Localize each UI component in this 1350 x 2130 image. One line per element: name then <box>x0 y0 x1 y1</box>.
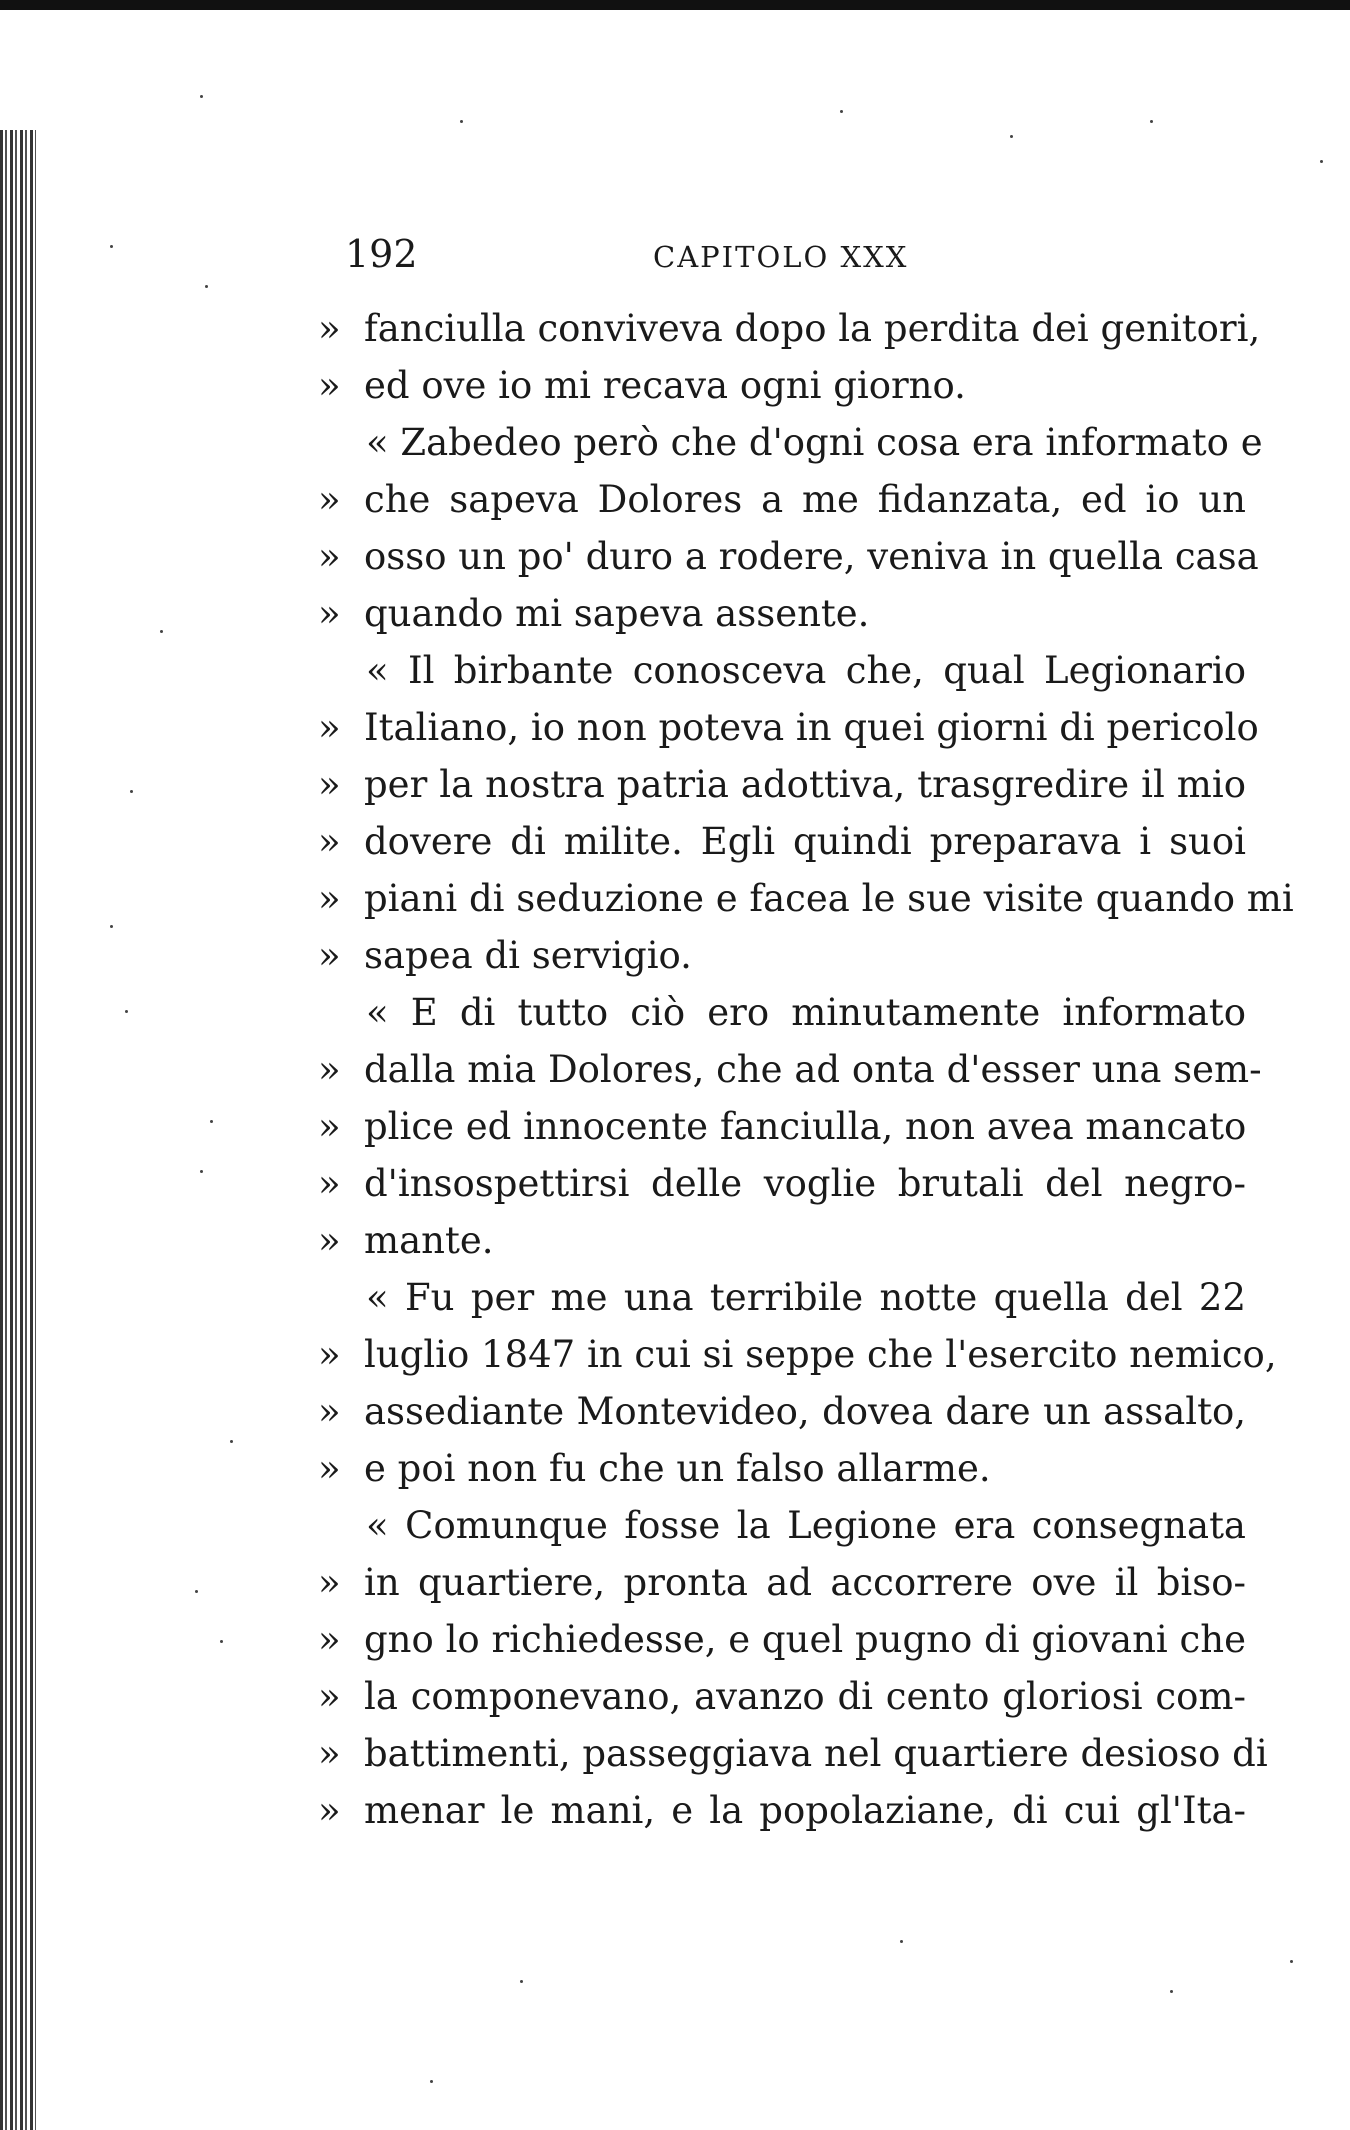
text-line <box>318 471 1246 528</box>
line-text: e poi non fu che un falso allarme. <box>364 1447 991 1490</box>
text-line <box>318 528 1259 585</box>
guillemet-mark: » <box>318 1618 341 1661</box>
line-text: fanciulla conviveva dopo la perdita dei genitori, <box>364 307 1261 350</box>
line-text: in quartiere, pronta ad accorrere ove il biso- <box>364 1561 1246 1604</box>
line-text: Italiano, io non poteva in quei giorni di pericolo <box>364 706 1259 749</box>
guillemet-mark: » <box>318 1675 341 1718</box>
guillemet-mark: » <box>318 535 341 578</box>
text-line <box>318 870 1294 927</box>
guillemet-mark: » <box>318 364 341 407</box>
page-number: 192 <box>345 232 418 276</box>
guillemet-mark: » <box>318 706 341 749</box>
text-line <box>318 1155 1246 1212</box>
guillemet-mark: » <box>318 1447 341 1490</box>
line-text: dovere di milite. Egli quindi preparava i suoi <box>364 820 1246 863</box>
line-text: « E di tutto ciò ero minutamente informato <box>366 991 1246 1034</box>
guillemet-mark: » <box>318 1219 341 1262</box>
guillemet-mark: » <box>318 1333 341 1376</box>
line-text: quando mi sapeva assente. <box>364 592 870 635</box>
paragraph-start-line <box>318 1269 1246 1326</box>
line-text: che sapeva Dolores a me fidanzata, ed io un <box>364 478 1246 521</box>
line-text: per la nostra patria adottiva, trasgredire il mio <box>364 763 1246 806</box>
guillemet-mark: » <box>318 877 341 920</box>
guillemet-mark: » <box>318 820 341 863</box>
top-rule <box>0 0 1350 10</box>
line-text: piani di seduzione e facea le sue visite quando mi <box>364 877 1294 920</box>
page-header <box>345 232 1245 282</box>
text-line <box>318 699 1259 756</box>
guillemet-mark: » <box>318 1561 341 1604</box>
line-text: « Zabedeo però che d'ogni cosa era informato e <box>366 421 1263 464</box>
guillemet-mark: » <box>318 1390 341 1433</box>
text-line <box>318 1041 1262 1098</box>
text-line <box>318 357 1246 414</box>
text-line <box>318 927 1246 984</box>
text-line <box>318 1326 1277 1383</box>
guillemet-mark: » <box>318 763 341 806</box>
line-text: plice ed innocente fanciulla, non avea mancato <box>364 1105 1247 1148</box>
line-text: osso un po' duro a rodere, veniva in quella casa <box>364 535 1259 578</box>
text-line <box>318 1383 1246 1440</box>
line-text: assediante Montevideo, dovea dare un assalto, <box>364 1390 1246 1433</box>
paragraph-start-line <box>318 1497 1246 1554</box>
line-text: « Comunque fosse la Legione era consegnata <box>366 1504 1246 1547</box>
text-line <box>318 1725 1268 1782</box>
text-line <box>318 300 1261 357</box>
guillemet-mark: » <box>318 1105 341 1148</box>
line-text: d'insospettirsi delle voglie brutali del negro- <box>364 1162 1246 1205</box>
paragraph-start-line <box>318 642 1246 699</box>
text-line <box>318 1611 1246 1668</box>
guillemet-mark: » <box>318 307 341 350</box>
text-line <box>318 756 1246 813</box>
text-line <box>318 1212 1246 1269</box>
line-text: mante. <box>364 1219 494 1262</box>
binding-edge <box>0 130 36 2130</box>
text-line <box>318 1440 1246 1497</box>
text-line <box>318 1098 1246 1155</box>
guillemet-mark: » <box>318 1789 341 1832</box>
line-text: luglio 1847 in cui si seppe che l'esercito nemico, <box>364 1333 1277 1376</box>
body-text <box>318 300 1294 1839</box>
line-text: sapea di servigio. <box>364 934 692 977</box>
paragraph-start-line <box>318 414 1263 471</box>
guillemet-mark: » <box>318 478 341 521</box>
guillemet-mark: » <box>318 934 341 977</box>
guillemet-mark: » <box>318 592 341 635</box>
paragraph-start-line <box>318 984 1246 1041</box>
text-line <box>318 1554 1246 1611</box>
line-text: « Fu per me una terribile notte quella del 22 <box>366 1276 1246 1319</box>
line-text: gno lo richiedesse, e quel pugno di giovani che <box>364 1618 1246 1661</box>
text-line <box>318 585 1246 642</box>
line-text: ed ove io mi recava ogni giorno. <box>364 364 966 407</box>
text-line <box>318 1668 1246 1725</box>
line-text: menar le mani, e la popolaziane, di cui gl'Ita- <box>364 1789 1246 1832</box>
running-head: CAPITOLO XXX <box>653 240 909 274</box>
line-text: « Il birbante conosceva che, qual Legionario <box>366 649 1246 692</box>
line-text: battimenti, passeggiava nel quartiere desioso di <box>364 1732 1268 1775</box>
text-line <box>318 813 1246 870</box>
line-text: dalla mia Dolores, che ad onta d'esser una sem- <box>364 1048 1262 1091</box>
guillemet-mark: » <box>318 1732 341 1775</box>
line-text: la componevano, avanzo di cento gloriosi com- <box>364 1675 1246 1718</box>
text-line <box>318 1782 1246 1839</box>
guillemet-mark: » <box>318 1048 341 1091</box>
guillemet-mark: » <box>318 1162 341 1205</box>
